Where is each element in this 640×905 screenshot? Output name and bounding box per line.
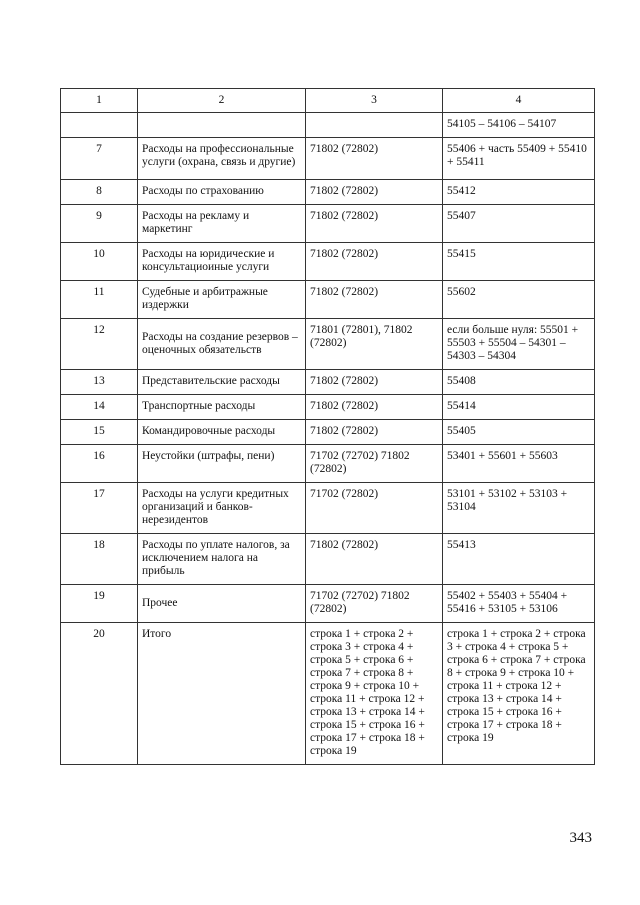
row-code: 71802 (72802): [306, 205, 443, 243]
row-formula: если больше нуля: 55501 + 55503 + 55504 – 54301 – 54303 – 54304: [443, 319, 595, 370]
row-code: [306, 113, 443, 138]
row-name: Расходы на профессиональные услуги (охрана, связь и другие): [138, 138, 306, 180]
row-formula: 55406 + часть 55409 + 55410 + 55411: [443, 138, 595, 180]
row-code: 71802 (72802): [306, 395, 443, 420]
table-row: [61, 319, 595, 370]
table-row: [61, 623, 595, 765]
row-code: 71802 (72802): [306, 370, 443, 395]
expense-table: [60, 88, 595, 765]
row-name: Итого: [138, 623, 306, 765]
row-formula: 55402 + 55403 + 55404 + 55416 + 53105 + 53106: [443, 585, 595, 623]
row-formula: строка 1 + строка 2 + строка 3 + строка 4 + строка 5 + строка 6 + строка 7 + строка 8 + строка 9 + строка 10 + строка 11 + строка 12 + строка 13 + строка 14 + строка 15 + строка 16 + строка 17 + строка 18 + строка 19: [443, 623, 595, 765]
row-name: Судебные и арбитражные издержки: [138, 281, 306, 319]
row-number: 7: [61, 138, 138, 180]
row-code: 71801 (72801), 71802 (72802): [306, 319, 443, 370]
row-formula: 55405: [443, 420, 595, 445]
row-code: 71802 (72802): [306, 138, 443, 180]
row-number: 10: [61, 243, 138, 281]
table-row: [61, 205, 595, 243]
table-row: [61, 445, 595, 483]
row-number: 19: [61, 585, 138, 623]
row-code: 71702 (72702) 71802 (72802): [306, 445, 443, 483]
row-number: 17: [61, 483, 138, 534]
header-col-3: 3: [306, 89, 443, 113]
row-name: Прочее: [138, 585, 306, 623]
table-row: [61, 534, 595, 585]
header-col-1: 1: [61, 89, 138, 113]
row-formula: 55414: [443, 395, 595, 420]
row-code: 71702 (72702) 71802 (72802): [306, 585, 443, 623]
row-name: Расходы по уплате налогов, за исключением налога на прибыль: [138, 534, 306, 585]
row-name: Командировочные расходы: [138, 420, 306, 445]
row-code: 71702 (72802): [306, 483, 443, 534]
table-row: [61, 483, 595, 534]
row-code: 71802 (72802): [306, 420, 443, 445]
row-number: 13: [61, 370, 138, 395]
row-code: 71802 (72802): [306, 534, 443, 585]
table-row: [61, 420, 595, 445]
table-row: [61, 585, 595, 623]
row-number: 11: [61, 281, 138, 319]
row-name: Расходы по страхованию: [138, 180, 306, 205]
row-name: Представительские расходы: [138, 370, 306, 395]
table-row: [61, 180, 595, 205]
page-number: 343: [569, 830, 592, 846]
row-number: 8: [61, 180, 138, 205]
table-row: [61, 281, 595, 319]
row-number: 9: [61, 205, 138, 243]
table-row: [61, 370, 595, 395]
row-name: Расходы на юридические и консультациоиные услуги: [138, 243, 306, 281]
row-name: Транспортные расходы: [138, 395, 306, 420]
row-number: 15: [61, 420, 138, 445]
row-name: Неустойки (штрафы, пени): [138, 445, 306, 483]
row-formula: 53101 + 53102 + 53103 + 53104: [443, 483, 595, 534]
header-col-4: 4: [443, 89, 595, 113]
table-row: [61, 395, 595, 420]
table-row: [61, 113, 595, 138]
header-row: [61, 89, 595, 113]
row-formula: 54105 – 54106 – 54107: [443, 113, 595, 138]
table-row: [61, 243, 595, 281]
row-formula: 55415: [443, 243, 595, 281]
header-col-2: 2: [138, 89, 306, 113]
row-number: 16: [61, 445, 138, 483]
row-number: [61, 113, 138, 138]
row-name: Расходы на создание резервов – оценочных обязательств: [138, 319, 306, 370]
row-formula: 55413: [443, 534, 595, 585]
row-code: 71802 (72802): [306, 243, 443, 281]
row-number: 20: [61, 623, 138, 765]
row-formula: 53401 + 55601 + 55603: [443, 445, 595, 483]
row-code: 71802 (72802): [306, 281, 443, 319]
row-formula: 55412: [443, 180, 595, 205]
row-formula: 55407: [443, 205, 595, 243]
row-name: Расходы на рекламу и маркетинг: [138, 205, 306, 243]
row-formula: 55408: [443, 370, 595, 395]
row-code: строка 1 + строка 2 + строка 3 + строка 4 + строка 5 + строка 6 + строка 7 + строка 8 + строка 9 + строка 10 + строка 11 + строка 12 + строка 13 + строка 14 + строка 15 + строка 16 + строка 17 + строка 18 + строка 19: [306, 623, 443, 765]
table-row: [61, 138, 595, 180]
row-name: [138, 113, 306, 138]
row-formula: 55602: [443, 281, 595, 319]
row-name: Расходы на услуги кредитных организаций и банков-нерезидентов: [138, 483, 306, 534]
row-number: 14: [61, 395, 138, 420]
row-code: 71802 (72802): [306, 180, 443, 205]
row-number: 12: [61, 319, 138, 370]
row-number: 18: [61, 534, 138, 585]
